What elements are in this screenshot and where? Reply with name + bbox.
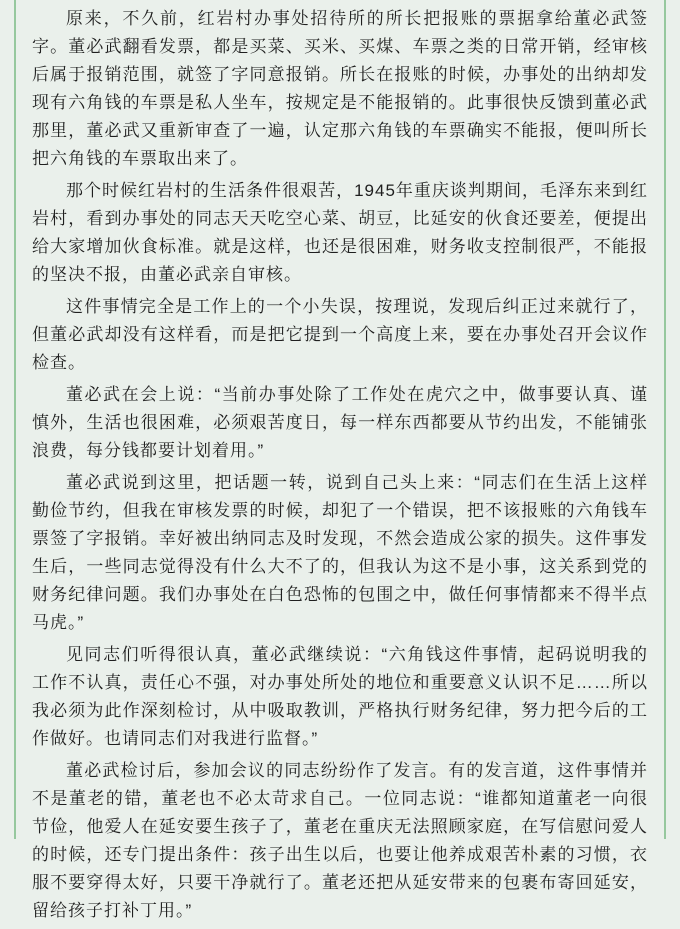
- paragraph: 这件事情完全是工作上的一个小失误，按理说，发现后纠正过来就行了，但董必武却没有这样看，而是把它提到一个高度上来，要在办事处召开会议作检查。: [32, 297, 648, 372]
- paragraph: 董必武说到这里，把话题一转，说到自己头上来：“同志们在生活上这样勤俭节约，但我在审核发票的时候，却犯了一个错误，把不该报账的六角钱车票签了字报销。幸好被出纳同志及时发现，不然会造成公家的损失。这件事发生后，一些同志觉得没有什么大不了的，但我认为这不是小事，这关系到党的财务纪律问题。我们办事处在白色恐怖的包围之中，做任何事情都来不得半点马虎。”: [32, 473, 648, 632]
- right-margin-rule: [664, 0, 666, 839]
- paragraph: 董必武检讨后，参加会议的同志纷纷作了发言。有的发言道，这件事情并不是董老的错，董老也不必太苛求自己。一位同志说：“谁都知道董老一向很节俭，他爱人在延安要生孩子了，董老在重庆无法照顾家庭，在写信慰问爱人的时候，还专门提出条件：孩子出生以后，也要让他养成艰苦朴素的习惯，衣服不要穿得太好，只要干净就行了。董老还把从延安带来的包裹布寄回延安，留给孩子打补丁用。”: [32, 761, 648, 920]
- paragraph: 见同志们听得很认真，董必武继续说：“六角钱这件事情，起码说明我的工作不认真，责任心不强，对办事处所处的地位和重要意义认识不足……所以我必须为此作深刻检讨，从中吸取教训，严格执行财务纪律，努力把今后的工作做好。也请同志们对我进行监督。”: [32, 645, 648, 748]
- paragraph: 董必武在会上说：“当前办事处除了工作处在虎穴之中，做事要认真、谨慎外，生活也很困难，必须艰苦度日，每一样东西都要从节约出发，不能铺张浪费，每分钱都要计划着用。”: [32, 385, 648, 460]
- paragraph: 那个时候红岩村的生活条件很艰苦，1945年重庆谈判期间，毛泽东来到红岩村，看到办事处的同志天天吃空心菜、胡豆，比延安的伙食还要差，便提出给大家增加伙食标准。就是这样，也还是很困难，财务收支控制很严，不能报的坚决不报，由董必武亲自审核。: [32, 181, 648, 284]
- article-body: [16, 0, 664, 929]
- paragraph: 原来，不久前，红岩村办事处招待所的所长把报账的票据拿给董必武签字。董必武翻看发票，都是买菜、买米、买煤、车票之类的日常开销，经审核后属于报销范围，就签了字同意报销。所长在报账的时候，办事处的出纳却发现有六角钱的车票是私人坐车，按规定是不能报销的。此事很快反馈到董必武那里，董必武又重新审查了一遍，认定那六角钱的车票确实不能报，便叫所长把六角钱的车票取出来了。: [32, 9, 648, 168]
